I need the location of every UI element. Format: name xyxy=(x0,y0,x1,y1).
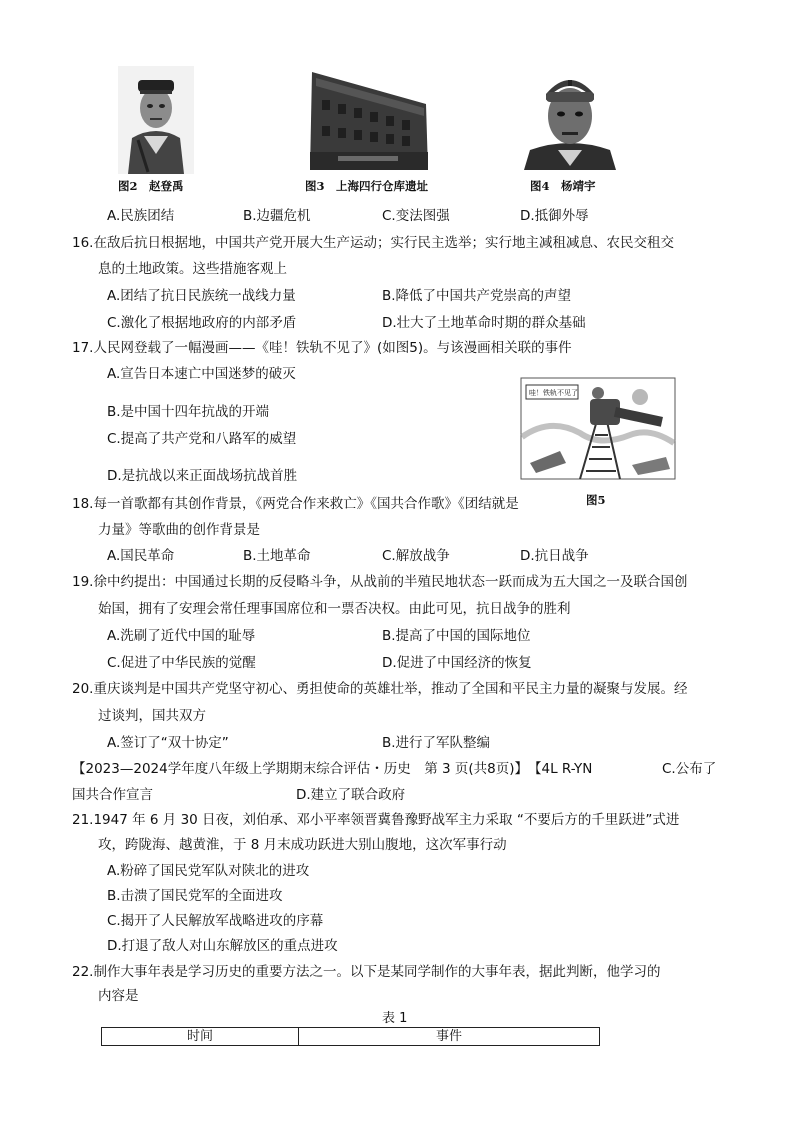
q19-option-b: B.提高了中国的国际地位 xyxy=(382,628,531,644)
q16-stem-line1: 16.在敌后抗日根据地，中国共产党开展大生产运动；实行民主选举；实行地主减租减息、农民交租交 xyxy=(72,235,674,251)
q18-stem-line2: 力量》等歌曲的创作背景是 xyxy=(98,522,260,538)
q16-option-a: A.团结了抗日民族统一战线力量 xyxy=(107,288,296,304)
q17-stem: 17.人民网登载了一幅漫画——《哇！铁轨不见了》(如图5)。与该漫画相关联的事件 xyxy=(72,340,572,356)
figure-2-photo xyxy=(118,66,194,174)
figure-5-cartoon xyxy=(520,377,676,480)
q22-stem-line2: 内容是 xyxy=(98,988,139,1004)
q21-stem-line1: 21.1947 年 6 月 30 日夜，刘伯承、邓小平率领晋冀鲁豫野战军主力采取 “不要后方的千里跃进”式进 xyxy=(72,812,680,828)
q20-stem-line1: 20.重庆谈判是中国共产党坚守初心、勇担使命的英雄壮举，推动了全国和平民主力量的凝聚与发展。经 xyxy=(72,681,688,697)
q20-option-c: C.公布了 xyxy=(662,761,717,777)
q17-option-a: A.宣告日本速亡中国迷梦的破灭 xyxy=(107,366,296,382)
q18-option-c: C.解放战争 xyxy=(382,548,450,564)
q20-stem-line2: 过谈判，国共双方 xyxy=(98,708,206,724)
q17-option-d: D.是抗战以来正面战场抗战首胜 xyxy=(107,468,298,484)
page-footer: 【2023—2024学年度八年级上学期期末综合评估・历史 第 3 页(共8页)】 【4L R-YN xyxy=(72,761,593,777)
figure-4-photo xyxy=(524,70,616,170)
q16-option-b: B.降低了中国共产党崇高的声望 xyxy=(382,288,572,304)
q17-option-b: B.是中国十四年抗战的开端 xyxy=(107,404,270,420)
q19-stem-line1: 19.徐中约提出：中国通过长期的反侵略斗争，从战前的半殖民地状态一跃而成为五大国之一及联合国创 xyxy=(72,574,688,590)
q19-option-a: A.洗刷了近代中国的耻辱 xyxy=(107,628,256,644)
q15-option-b: B.边疆危机 xyxy=(243,208,311,224)
q18-option-b: B.土地革命 xyxy=(243,548,311,564)
q21-option-d: D.打退了敌人对山东解放区的重点进攻 xyxy=(107,938,338,954)
table-1-header xyxy=(101,1027,600,1046)
figure-5-caption: 图5 xyxy=(586,493,606,507)
figure-3-photo xyxy=(308,70,432,172)
table-1-title: 表 1 xyxy=(382,1011,408,1026)
q22-stem-line1: 22.制作大事年表是学习历史的重要方法之一。以下是某同学制作的大事年表，据此判断，他学习的 xyxy=(72,964,661,980)
q18-option-a: A.国民革命 xyxy=(107,548,175,564)
q20-option-d: D.建立了联合政府 xyxy=(296,787,406,803)
q21-option-b: B.击溃了国民党军的全面进攻 xyxy=(107,888,283,904)
figure-2-caption: 图2 赵登禹 xyxy=(118,179,184,193)
q16-option-d: D.壮大了土地革命时期的群众基础 xyxy=(382,315,586,331)
q15-option-a: A.民族团结 xyxy=(107,208,175,224)
table-1-col-time: 时间 xyxy=(102,1028,299,1045)
table-1-col-event: 事件 xyxy=(435,1029,462,1044)
q21-option-a: A.粉碎了国民党军队对陕北的进攻 xyxy=(107,863,310,879)
figure-3-caption: 图3 上海四行仓库遗址 xyxy=(305,179,429,193)
q21-option-c: C.揭开了人民解放军战略进攻的序幕 xyxy=(107,913,324,929)
figure-5-sign-text: 哇！铁轨不见了 xyxy=(529,389,578,397)
q20-option-a: A.签订了“双十协定” xyxy=(107,735,229,751)
q18-option-d: D.抗日战争 xyxy=(520,548,589,564)
q19-stem-line2: 始国，拥有了安理会常任理事国席位和一票否决权。由此可见，抗日战争的胜利 xyxy=(98,601,571,617)
figure-4-caption: 图4 杨靖宇 xyxy=(530,179,596,193)
q18-stem-line1: 18.每一首歌都有其创作背景，《两党合作来救亡》《国共合作歌》《团结就是 xyxy=(72,496,519,512)
q15-option-c: C.变法图强 xyxy=(382,208,450,224)
q15-option-d: D.抵御外辱 xyxy=(520,208,589,224)
q20-option-b: B.进行了军队整编 xyxy=(382,735,491,751)
q16-option-c: C.激化了根据地政府的内部矛盾 xyxy=(107,315,297,331)
q17-option-c: C.提高了共产党和八路军的威望 xyxy=(107,431,297,447)
q16-stem-line2: 息的土地政策。这些措施客观上 xyxy=(98,261,287,277)
q19-option-c: C.促进了中华民族的觉醒 xyxy=(107,655,256,671)
q21-stem-line2: 攻，跨陇海、越黄淮，于 8 月末成功跃进大别山腹地，这次军事行动 xyxy=(98,837,507,853)
q19-option-d: D.促进了中国经济的恢复 xyxy=(382,655,532,671)
q20-option-c-continued: 国共合作宣言 xyxy=(72,787,153,803)
